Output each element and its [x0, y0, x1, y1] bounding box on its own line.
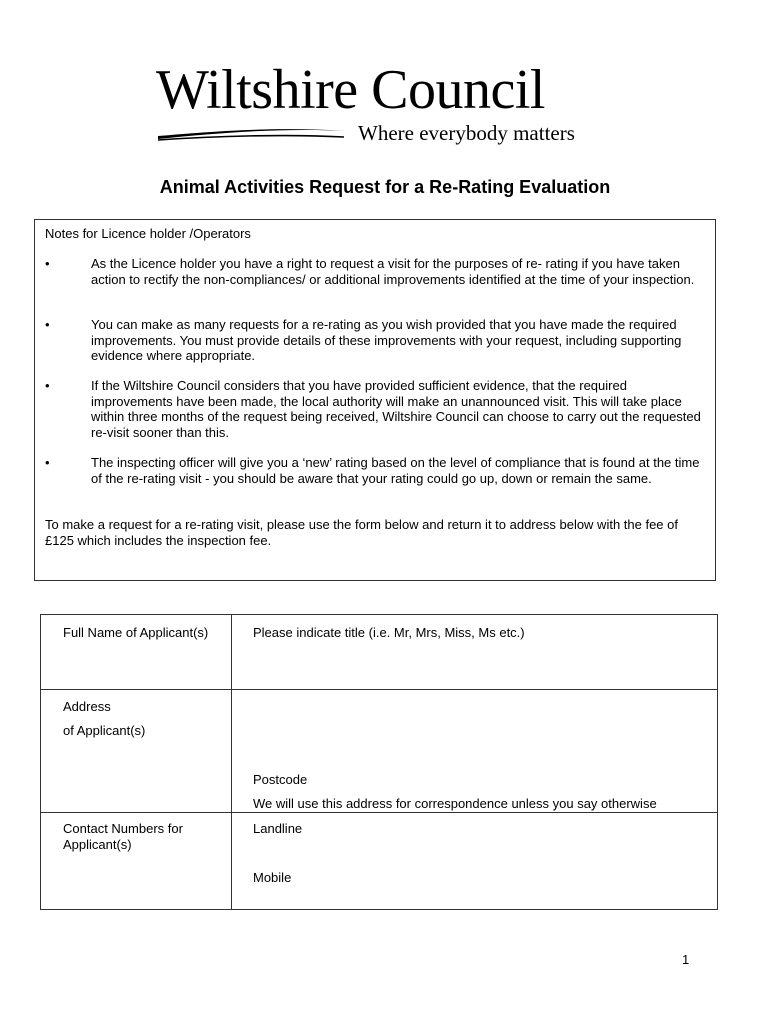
logo-tagline: Where everybody matters: [358, 121, 575, 145]
contact-label-sub: Applicant(s): [63, 837, 132, 852]
address-field[interactable]: [253, 699, 713, 769]
postcode-field[interactable]: Postcode: [253, 772, 308, 787]
wiltshire-council-logo: [156, 58, 596, 158]
row-divider: [41, 689, 717, 690]
column-divider: [231, 615, 232, 909]
notes-bullet-text: As the Licence holder you have a right to request a visit for the purposes of re- rating if you have taken action to rectify the non-compliances/ or additional improvements identified at the time of your inspection.: [91, 256, 695, 287]
row-divider: [41, 812, 717, 813]
notes-bullet-text: If the Wiltshire Council considers that you have provided sufficient evidence, that the required improvements have been made, the local authority will make an unannounced visit. This will take place within three months of the request being received, Wiltshire Council can choose to carry out the requested re-visit sooner than this.: [91, 378, 701, 440]
contact-label: Contact Numbers for: [63, 821, 183, 836]
document-title: Animal Activities Request for a Re-Rating Evaluation: [159, 177, 611, 197]
notes-bullet-text: You can make as many requests for a re-rating as you wish provided that you have made the required improvements. You must provide details of these improvements with your request, including supporting evidence where appropriate.: [91, 317, 682, 363]
address-note: We will use this address for correspondence unless you say otherwise: [253, 796, 657, 811]
full-name-field[interactable]: Please indicate title (i.e. Mr, Mrs, Miss, Ms etc.): [253, 625, 525, 640]
page-number: 1: [682, 952, 690, 967]
address-label-sub: of Applicant(s): [63, 723, 146, 738]
swoosh-icon: [156, 122, 356, 144]
bullet-icon: •: [45, 455, 50, 470]
mobile-field[interactable]: Mobile: [253, 870, 292, 885]
address-label: Address: [63, 699, 111, 714]
landline-field[interactable]: Landline: [253, 821, 303, 836]
bullet-icon: •: [45, 256, 50, 271]
applicant-form-table: [40, 614, 718, 910]
logo-name: Wiltshire Council: [156, 59, 545, 121]
full-name-label: Full Name of Applicant(s): [63, 625, 209, 640]
notes-bullet-text: The inspecting officer will give you a ‘new’ rating based on the level of compliance that is found at the time of the re-rating visit - you should be aware that your rating could go up, down or remain the same.: [91, 455, 700, 486]
bullet-icon: •: [45, 317, 50, 332]
notes-closing: To make a request for a re-rating visit, please use the form below and return it to address below with the fee of £125 which includes the inspection fee.: [45, 517, 678, 548]
notes-heading: Notes for Licence holder /Operators: [45, 226, 251, 241]
bullet-icon: •: [45, 378, 50, 393]
notes-box: [34, 219, 716, 581]
